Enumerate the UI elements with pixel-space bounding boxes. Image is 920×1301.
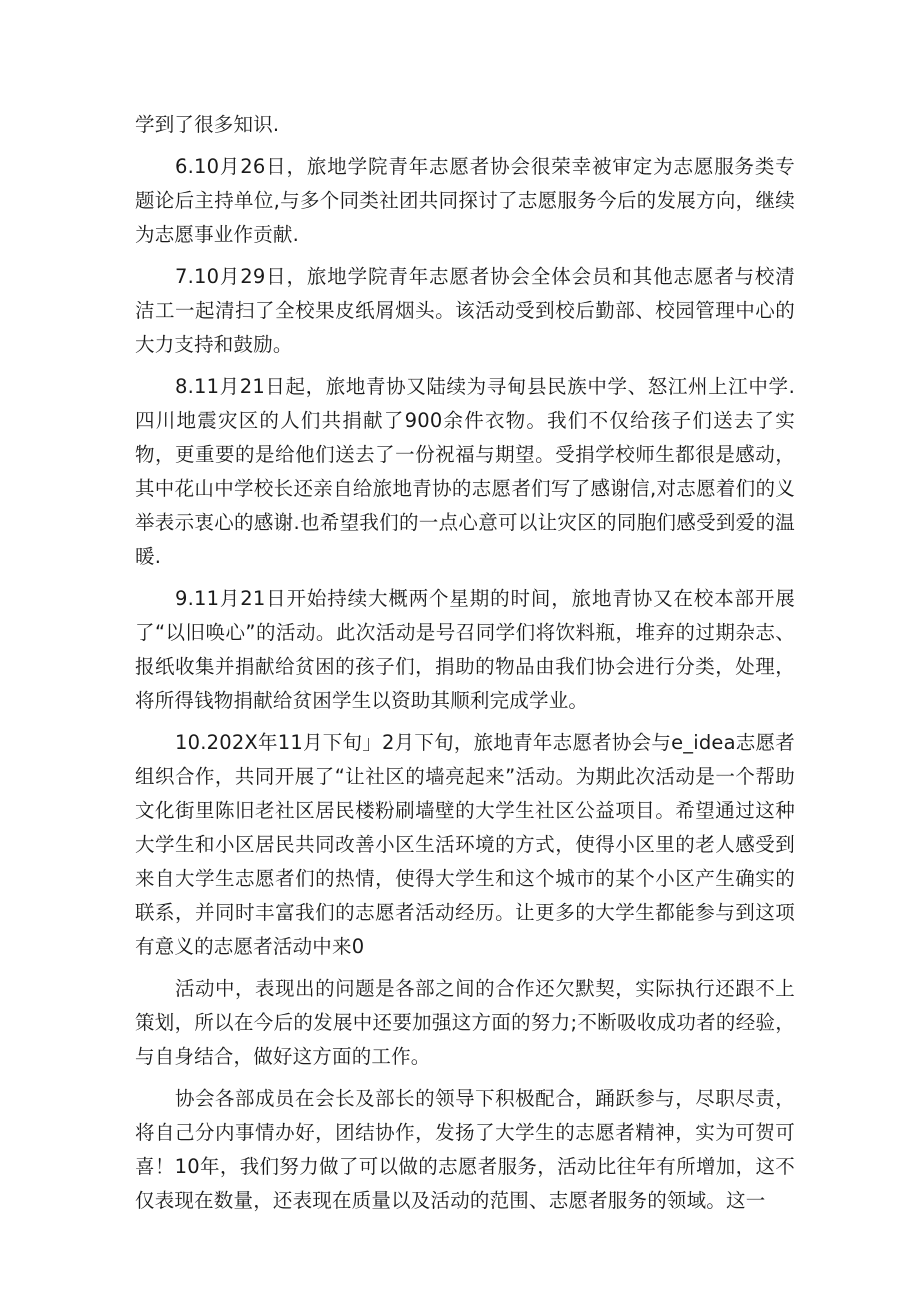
paragraph-item-8: 8.11月21日起，旅地青协又陆续为寻甸县民族中学、怒江州上江中学.四川地震灾区的人们共捐献了900余件衣物。我们不仅给孩子们送去了实物，更重要的是给他们送去了一份祝福与期望。受捐学校师生都很是感动，其中花山中学校长还亲自给旅地青协的志愿者们写了感谢信,对志愿着们的义举表示衷心的感谢.也希望我们的一点心意可以让灾区的同胞们感受到爱的温暖.: [135, 375, 795, 568]
paragraph-problems: 活动中，表现出的问题是各部之间的合作还欠默契，实际执行还跟不上策划，所以在今后的发展中还要加强这方面的努力;不断吸收成功者的经验，与自身结合，做好这方面的工作。: [135, 977, 795, 1068]
paragraph-item-9: 9.11月21日开始持续大概两个星期的时间，旅地青协又在校本部开展了“以旧唤心”的活动。此次活动是号召同学们将饮料瓶，堆弃的过期杂志、报纸收集并捐献给贫困的孩子们，捐助的物品由我们协会进行分类，处理，将所得钱物捐献给贫困学生以资助其顺利完成学业。: [135, 587, 795, 712]
paragraph-continuation: 学到了很多知识.: [135, 113, 280, 136]
paragraph-item-10: 10.202X年11月下旬」2月下旬，旅地青年志愿者协会与e_idea志愿者组织合作，共同开展了“让社区的墙亮起来”活动。为期此次活动是一个帮助文化街里陈旧老社区居民楼粉刷墙壁的大学生社区公益项目。希望通过这种大学生和小区居民共同改善小区生活环境的方式，使得小区里的老人感受到来自大学生志愿者们的热情，使得大学生和这个城市的某个小区产生确实的联系，并同时丰富我们的志愿者活动经历。让更多的大学生都能参与到这项有意义的志愿者活动中来0: [135, 731, 795, 958]
document-body: [135, 108, 795, 1226]
paragraph-summary: 协会各部成员在会长及部长的领导下积极配合，踊跃参与，尽职尽责，将自己分内事情办好，团结协作，发扬了大学生的志愿者精神，实为可贺可喜！10年，我们努力做了可以做的志愿者服务，活动比往年有所增加，这不仅表现在数量，还表现在质量以及活动的范围、志愿者服务的领域。这一: [135, 1087, 795, 1212]
paragraph-item-7: 7.10月29日，旅地学院青年志愿者协会全体会员和其他志愿者与校清洁工一起清扫了全校果皮纸屑烟头。该活动受到校后勤部、校园管理中心的大力支持和鼓励。: [135, 265, 795, 356]
paragraph-item-6: 6.10月26日，旅地学院青年志愿者协会很荣幸被审定为志愿服务类专题论后主持单位,与多个同类社团共同探讨了志愿服务今后的发展方向，继续为志愿事业作贡献.: [135, 155, 795, 246]
